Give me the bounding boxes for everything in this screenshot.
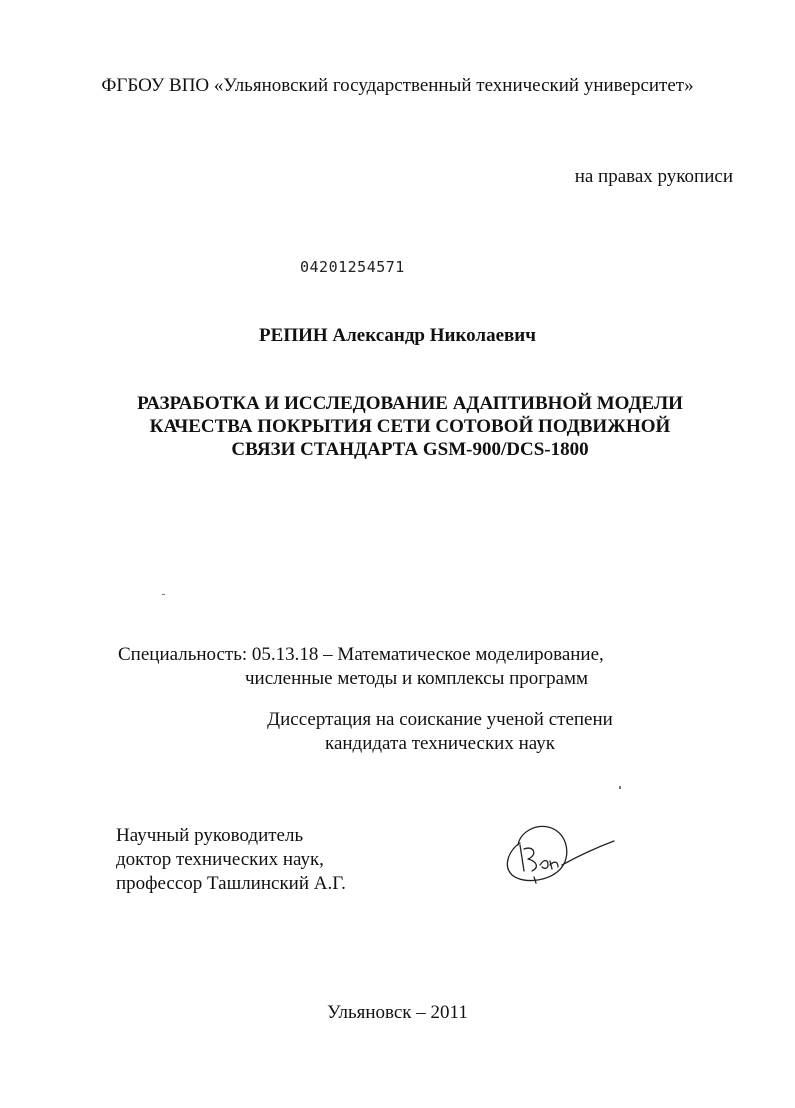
supervisor-line-3: профессор Ташлинский А.Г.	[116, 873, 346, 894]
specialty-block	[118, 643, 604, 691]
signature-image	[490, 815, 620, 890]
supervisor-line-1: Научный руководитель	[116, 825, 304, 846]
author-name: РЕПИН Александр Николаевич	[259, 325, 536, 346]
title-line: СВЯЗИ СТАНДАРТА GSM-900/DCS-1800	[231, 439, 589, 460]
rights-note: на правах рукописи	[574, 166, 733, 187]
organization-header: ФГБОУ ВПО «Ульяновский государственный технический университет»	[101, 75, 694, 96]
specialty-line-1: Специальность: 05.13.18 – Математическое моделирование,	[118, 644, 604, 665]
specialty-line-2: численные методы и комплексы программ	[245, 668, 589, 689]
supervisor-block	[116, 824, 346, 896]
city-year: Ульяновск – 2011	[327, 1002, 468, 1023]
dissertation-title	[100, 392, 720, 461]
supervisor-line-2: доктор технических наук,	[116, 849, 324, 870]
scan-speck	[162, 594, 165, 595]
degree-line-2: кандидата технических наук	[325, 733, 555, 754]
degree-block	[230, 708, 650, 756]
title-line: КАЧЕСТВА ПОКРЫТИЯ СЕТИ СОТОВОЙ ПОДВИЖНОЙ	[149, 416, 671, 437]
scan-speck	[619, 786, 621, 789]
degree-line-1: Диссертация на соискание ученой степени	[267, 709, 613, 730]
title-line: РАЗРАБОТКА И ИССЛЕДОВАНИЕ АДАПТИВНОЙ МОДЕЛИ	[137, 393, 683, 414]
document-number-stamp: 04201254571	[300, 258, 405, 276]
